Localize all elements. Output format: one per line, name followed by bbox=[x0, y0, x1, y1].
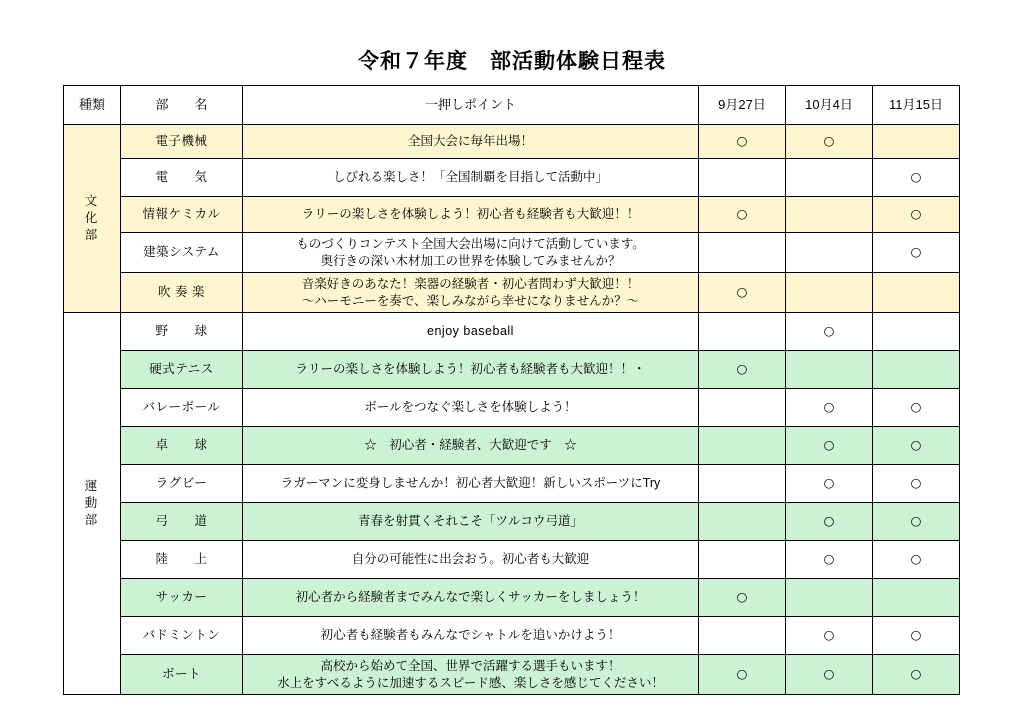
club-point: ラリーの楽しさを体験しよう！初心者も経験者も大歓迎！！ bbox=[243, 197, 699, 233]
date-mark bbox=[699, 617, 786, 655]
club-experience-schedule-table bbox=[63, 85, 960, 695]
club-point: 初心者から経験者までみんなで楽しくサッカーをしましょう！ bbox=[243, 579, 699, 617]
date-mark: ○ bbox=[873, 655, 960, 695]
date-mark bbox=[786, 197, 873, 233]
club-name: ボート bbox=[121, 655, 243, 695]
date-mark bbox=[786, 273, 873, 313]
club-point-line2: 〜ハーモニーを奏で、楽しみながら幸せになりませんか？〜 bbox=[301, 293, 640, 308]
club-name: 建築システム bbox=[121, 233, 243, 273]
header-date-1: 9月27日 bbox=[699, 86, 786, 125]
table-row bbox=[64, 427, 960, 465]
club-name: 電 気 bbox=[121, 159, 243, 197]
table-row bbox=[64, 197, 960, 233]
date-mark: ○ bbox=[786, 503, 873, 541]
date-mark: ○ bbox=[699, 125, 786, 159]
table-row bbox=[64, 503, 960, 541]
club-point: ラリーの楽しさを体験しよう！初心者も経験者も大歓迎！！・ bbox=[243, 351, 699, 389]
club-name: 情報ケミカル bbox=[121, 197, 243, 233]
table-row bbox=[64, 159, 960, 197]
club-name: 陸 上 bbox=[121, 541, 243, 579]
table-row bbox=[64, 351, 960, 389]
table-row bbox=[64, 125, 960, 159]
club-point-line2: 奥行きの深い木材加工の世界を体験してみませんか？ bbox=[320, 253, 621, 268]
club-point bbox=[243, 273, 699, 313]
club-name: 電子機械 bbox=[121, 125, 243, 159]
group-label-char: 化 bbox=[84, 211, 100, 226]
date-mark bbox=[786, 233, 873, 273]
club-point-line1: ものづくりコンテスト全国大会出場に向けて活動しています。 bbox=[296, 236, 645, 251]
date-mark bbox=[699, 233, 786, 273]
club-point: enjoy baseball bbox=[243, 313, 699, 351]
date-mark: ○ bbox=[873, 233, 960, 273]
date-mark bbox=[873, 579, 960, 617]
date-mark: ○ bbox=[699, 351, 786, 389]
table-row bbox=[64, 465, 960, 503]
date-mark: ○ bbox=[873, 197, 960, 233]
date-mark: ○ bbox=[786, 617, 873, 655]
group-label-char: 動 bbox=[84, 496, 100, 511]
club-point-line2: 水上をすべるように加速するスピード感、楽しさを感じてください！ bbox=[277, 675, 664, 690]
date-mark: ○ bbox=[873, 465, 960, 503]
group-label-bunka bbox=[64, 125, 121, 313]
header-point: 一押しポイント bbox=[243, 86, 699, 125]
club-name: バドミントン bbox=[121, 617, 243, 655]
table-row bbox=[64, 389, 960, 427]
date-mark: ○ bbox=[699, 273, 786, 313]
club-name: ラグビー bbox=[121, 465, 243, 503]
date-mark: ○ bbox=[786, 313, 873, 351]
table-row bbox=[64, 579, 960, 617]
date-mark: ○ bbox=[699, 655, 786, 695]
date-mark: ○ bbox=[786, 655, 873, 695]
club-point bbox=[243, 233, 699, 273]
header-kind: 種類 bbox=[64, 86, 121, 125]
page-title: 令和７年度 部活動体験日程表 bbox=[358, 50, 666, 73]
date-mark bbox=[786, 579, 873, 617]
club-name: 卓 球 bbox=[121, 427, 243, 465]
club-point: ラガーマンに変身しませんか！初心者大歓迎！新しいスポーツにTry bbox=[243, 465, 699, 503]
table-row bbox=[64, 655, 960, 695]
club-name: 弓 道 bbox=[121, 503, 243, 541]
date-mark: ○ bbox=[786, 125, 873, 159]
club-point: 自分の可能性に出会おう。初心者も大歓迎 bbox=[243, 541, 699, 579]
date-mark bbox=[873, 351, 960, 389]
date-mark bbox=[699, 503, 786, 541]
date-mark: ○ bbox=[699, 197, 786, 233]
group-label-undo bbox=[64, 313, 121, 695]
club-name: 野 球 bbox=[121, 313, 243, 351]
table-row bbox=[64, 233, 960, 273]
date-mark: ○ bbox=[873, 541, 960, 579]
date-mark: ○ bbox=[786, 465, 873, 503]
date-mark: ○ bbox=[786, 389, 873, 427]
club-point: 全国大会に毎年出場！ bbox=[243, 125, 699, 159]
club-point: ☆ 初心者・経験者、大歓迎です ☆ bbox=[243, 427, 699, 465]
club-point: ボールをつなぐ楽しさを体験しよう！ bbox=[243, 389, 699, 427]
date-mark: ○ bbox=[699, 579, 786, 617]
club-name: バレーボール bbox=[121, 389, 243, 427]
date-mark bbox=[699, 541, 786, 579]
club-point: しびれる楽しさ！「全国制覇を目指して活動中」 bbox=[243, 159, 699, 197]
header-club: 部 名 bbox=[121, 86, 243, 125]
table-row bbox=[64, 273, 960, 313]
date-mark bbox=[786, 159, 873, 197]
date-mark bbox=[699, 427, 786, 465]
table-row bbox=[64, 541, 960, 579]
club-name: 硬式テニス bbox=[121, 351, 243, 389]
date-mark bbox=[699, 159, 786, 197]
club-point-line1: 高校から始めて全国、世界で活躍する選手もいます！ bbox=[320, 658, 621, 673]
club-name: 吹 奏 楽 bbox=[121, 273, 243, 313]
header-date-3: 11月15日 bbox=[873, 86, 960, 125]
date-mark: ○ bbox=[786, 541, 873, 579]
date-mark bbox=[873, 125, 960, 159]
date-mark bbox=[699, 389, 786, 427]
group-label-char: 文 bbox=[84, 194, 100, 209]
club-point: 青春を射貫くそれこそ「ツルコウ弓道」 bbox=[243, 503, 699, 541]
club-name: サッカー bbox=[121, 579, 243, 617]
table-row bbox=[64, 313, 960, 351]
group-label-char: 部 bbox=[84, 227, 100, 242]
date-mark: ○ bbox=[873, 427, 960, 465]
date-mark: ○ bbox=[873, 503, 960, 541]
date-mark bbox=[699, 465, 786, 503]
date-mark: ○ bbox=[873, 389, 960, 427]
date-mark: ○ bbox=[786, 427, 873, 465]
date-mark bbox=[873, 313, 960, 351]
table-header-row bbox=[64, 86, 960, 125]
date-mark bbox=[873, 273, 960, 313]
group-label-char: 運 bbox=[84, 479, 100, 494]
date-mark bbox=[699, 313, 786, 351]
table-row bbox=[64, 617, 960, 655]
club-point-line1: 音楽好きのあなた！楽器の経験者・初心者問わず大歓迎！！ bbox=[301, 276, 640, 291]
date-mark: ○ bbox=[873, 617, 960, 655]
group-label-char: 部 bbox=[84, 512, 100, 527]
club-point: 初心者も経験者もみんなでシャトルを追いかけよう！ bbox=[243, 617, 699, 655]
date-mark bbox=[786, 351, 873, 389]
header-date-2: 10月4日 bbox=[786, 86, 873, 125]
club-point bbox=[243, 655, 699, 695]
date-mark: ○ bbox=[873, 159, 960, 197]
